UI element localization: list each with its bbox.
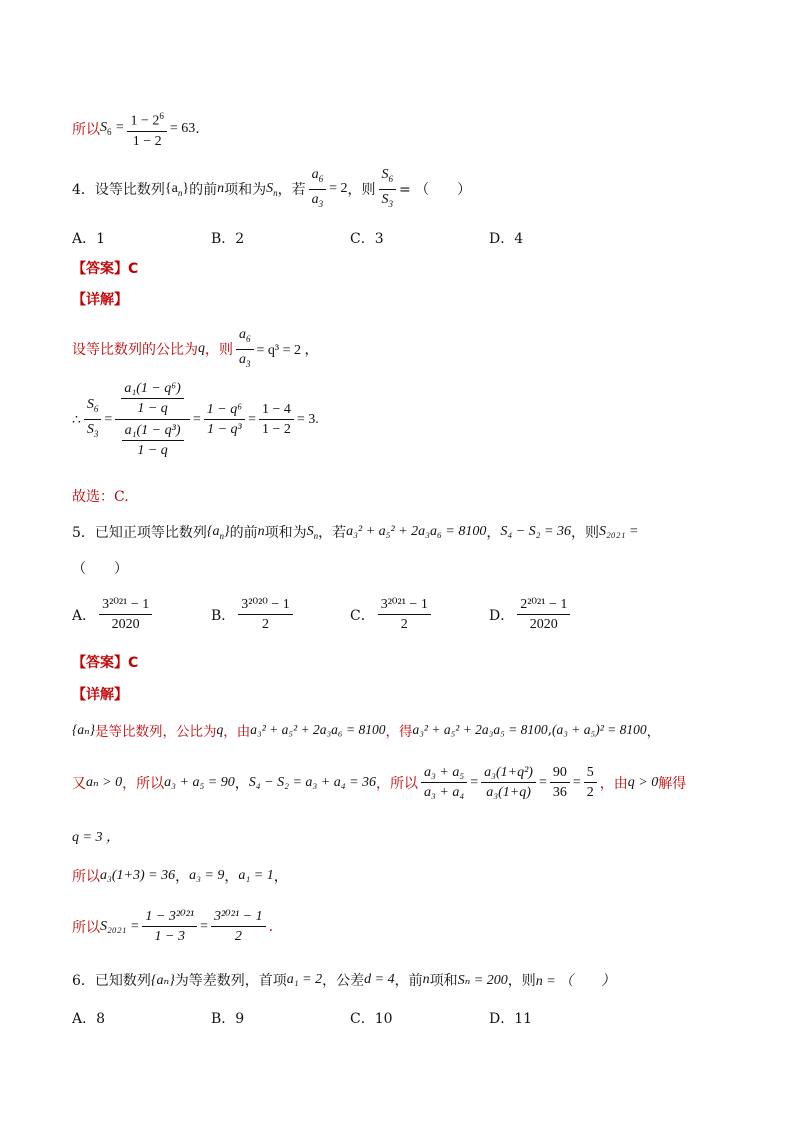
q5-detail-line5: 所以 S₂₀₂₁ = $\frac{\text{1 − 3²⁰²¹}}{1 - 3}$ = $\frac{\text{3²⁰²¹ − 1}}{2}$ . bbox=[72, 909, 274, 944]
q4-ratio-s: $\frac{S_6}{S_3}$ bbox=[379, 166, 397, 213]
q3-fraction: $\frac{1 - 2^6}{1 - 2}$ bbox=[127, 108, 166, 150]
q5-stem: 5． 已知正项等比数列 $\{a_n\}$ 的前 n 项和为 $S_n$ ，若 a₃² + a₅² + 2a₃a₆ = 8100 ， S₄ − S₂ = 36 ，则 S₂₀₂₁ = bbox=[72, 523, 639, 541]
q4-options bbox=[72, 228, 754, 248]
q5-detail-line2: 又 aₙ > 0 ，所以 a₃ + a₅ = 90 ， S₄ − S₂ = a₃ + a₄ = 36 ，所以 $\frac{\text{a₃ + a₅}}{\text{a₃ + a₄}}$ = $\frac{\text{a₃(1+q²)}}{\text{a₃(1+q)}}$ = $\frac{90}{36}$ = $\frac{5}{2}$ ，由 q > 0 解得 bbox=[72, 765, 687, 800]
q5-detail-line1: {aₙ} 是等比数列，公比为 q ，由 a₃² + a₅² + 2a₃a₆ = 8100 ，得 a₃² + a₅² + 2a₃a₅ = 8100 , (a₃ + a₅)² = 8100 ， bbox=[72, 722, 661, 740]
q5-options bbox=[72, 596, 754, 633]
q6-option-b[interactable]: B．9 bbox=[211, 1011, 245, 1027]
q4-conclusion: 故选：C. bbox=[72, 489, 129, 505]
q6-option-a[interactable]: A．8 bbox=[72, 1011, 106, 1027]
q3-lhs: S bbox=[100, 120, 107, 136]
q3-prefix: 所以 bbox=[72, 121, 100, 138]
q5-paren: （ ） bbox=[72, 561, 128, 577]
q5-option-b[interactable]: B． $\frac{\text{3²⁰²⁰ − 1}}{2}$ bbox=[211, 596, 350, 633]
q4-detail-line2: ∴ $\frac{S_6}{S_3}$ = $\frac{\frac{\text{a₁(1 − q⁶)}}{1 - q}}{\frac{\text{a₁(1 − q³)}}{1 - q}}$ = $\frac{\text{1 − q⁶}}{\text{1 − q³}}$ = $\frac{1 - 4}{1 - 2}$ = 3. bbox=[72, 381, 319, 458]
q4-option-c[interactable]: C．3 bbox=[350, 231, 384, 247]
q5-option-a[interactable]: A． $\frac{\text{3²⁰²¹ − 1}}{2020}$ bbox=[72, 596, 211, 633]
q4-stem: 4． 设等比数列 $\{a_n\}$ 的前 n 项和为 $S_n$ ，若 $\frac{a_6}{a_3}$ = 2 ，则 $\frac{S_6}{S_3}$ = （ ） bbox=[72, 166, 754, 213]
q4-option-d[interactable]: D．4 bbox=[489, 231, 524, 247]
q5-detail-line4: 所以 a₃(1+3) = 36 ， a₃ = 9 ， a₁ = 1 ， bbox=[72, 868, 288, 885]
q5-option-d[interactable]: D． $\frac{\text{2²⁰²¹ − 1}}{2020}$ bbox=[489, 596, 628, 633]
q4-option-b[interactable]: B．2 bbox=[211, 231, 245, 247]
q6-options bbox=[72, 1008, 754, 1028]
q4-ratio-a: $\frac{a_6}{a_3}$ bbox=[309, 166, 327, 213]
q4-answer: 【答案】C bbox=[72, 261, 139, 277]
q3-conclusion: 所以 $S_6$ = $\frac{1 - 2^6}{1 - 2}$ = 63 . bbox=[72, 108, 754, 150]
q5-option-c[interactable]: C． $\frac{\text{3²⁰²¹ − 1}}{2}$ bbox=[350, 596, 489, 633]
q5-answer: 【答案】C bbox=[72, 655, 139, 671]
q6-stem: 6． 已知数列 {aₙ} 为等差数列，首项 a₁ = 2 ，公差 d = 4 ，前 n 项和 Sₙ = 200 ，则 n = （ ） bbox=[72, 972, 616, 989]
q4-compound-fraction: $\frac{\frac{\text{a₁(1 − q⁶)}}{1 - q}}{\frac{\text{a₁(1 − q³)}}{1 - q}}$ bbox=[115, 380, 190, 459]
q5-detail-line3: q = 3 ， bbox=[72, 830, 120, 845]
q4-option-a[interactable]: A．1 bbox=[72, 231, 106, 247]
q5-detail-label: 【详解】 bbox=[72, 687, 128, 703]
q6-option-d[interactable]: D．11 bbox=[489, 1011, 533, 1027]
q4-detail-line1: 设等比数列的公比为 q ，则 $\frac{a_6}{a_3}$ = q³ = 2 ， bbox=[72, 327, 319, 369]
q6-option-c[interactable]: C．10 bbox=[350, 1011, 393, 1027]
q4-detail-label: 【详解】 bbox=[72, 292, 128, 308]
